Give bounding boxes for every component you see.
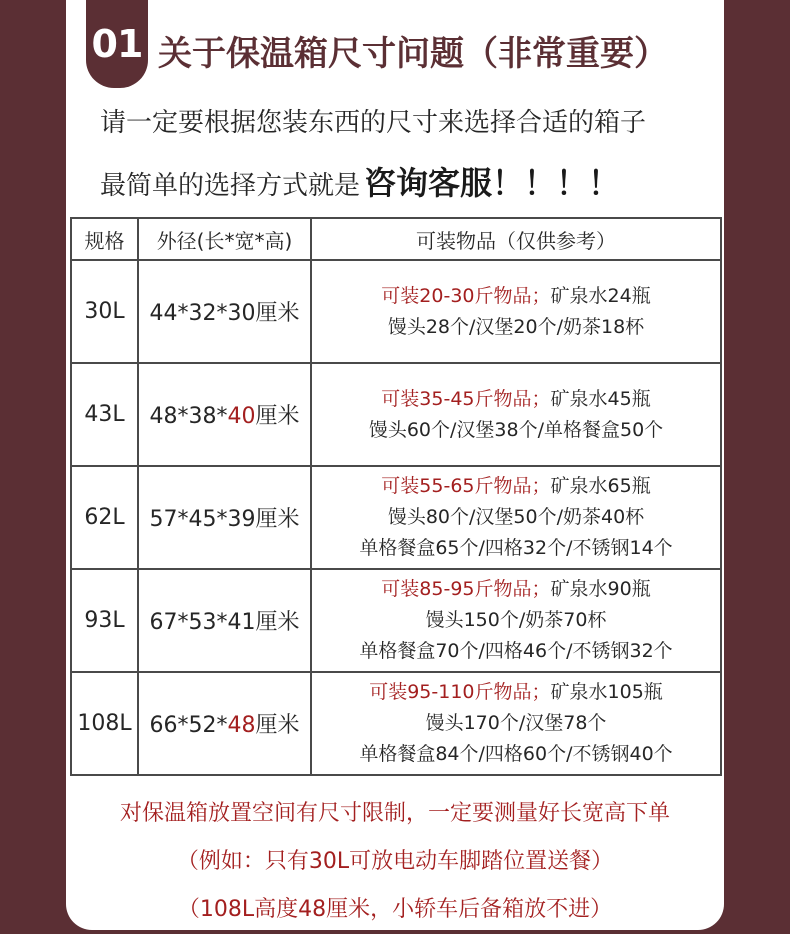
contents-line-1 <box>312 471 720 502</box>
contents-cell <box>311 672 721 775</box>
contact-support-emphasis: 咨询客服！！！！ <box>364 164 621 202</box>
water-bottle-text: 矿泉水24瓶 <box>550 284 651 307</box>
contents-line-3: 单格餐盒84个/四格60个/不锈钢40个 <box>359 743 673 765</box>
table-row <box>71 260 721 363</box>
weight-capacity-text: 可装95-110斤物品； <box>369 681 551 703</box>
capacity-cell: 30L <box>71 260 138 363</box>
table-row <box>71 672 721 775</box>
intro-line-1: 请一定要根据您装东西的尺寸来选择合适的箱子 <box>100 108 647 138</box>
size-warning-notes <box>66 790 724 934</box>
dimension-highlight: 40 <box>227 404 256 429</box>
dimension-cell <box>138 672 311 775</box>
water-bottle-text: 矿泉水90瓶 <box>550 578 651 600</box>
water-bottle-text: 矿泉水45瓶 <box>550 387 651 410</box>
dimension-value: 66*52* <box>149 713 228 738</box>
dimension-unit: 厘米 <box>255 301 300 326</box>
contents-line-2: 馒头150个/奶茶70杯 <box>425 609 607 631</box>
header-contents: 可装物品（仅供参考） <box>311 218 721 260</box>
contents-cell <box>311 363 721 466</box>
contents-line-2: 馒头80个/汉堡50个/奶茶40杯 <box>387 506 645 528</box>
contents-cell <box>311 569 721 672</box>
contents-line-2: 馒头60个/汉堡38个/单格餐盒50个 <box>368 418 664 441</box>
dimension-unit: 厘米 <box>255 610 300 635</box>
section-number: 01 <box>91 22 143 66</box>
intro-line-2 <box>100 158 620 204</box>
capacity-cell: 62L <box>71 466 138 569</box>
dimension-cell <box>138 466 311 569</box>
contents-line-3: 单格餐盒70个/四格46个/不锈钢32个 <box>359 640 673 662</box>
dimension-value: 44*32*30 <box>149 301 256 326</box>
contents-line-2: 馒头170个/汉堡78个 <box>425 712 607 734</box>
dimension-cell <box>138 363 311 466</box>
contents-cell <box>311 260 721 363</box>
water-bottle-text: 矿泉水105瓶 <box>550 681 663 703</box>
intro-line-2-prefix: 最简单的选择方式就是 <box>100 171 361 201</box>
water-bottle-text: 矿泉水65瓶 <box>550 475 651 497</box>
capacity-cell: 43L <box>71 363 138 466</box>
capacity-cell: 108L <box>71 672 138 775</box>
table-row <box>71 363 721 466</box>
table-row <box>71 466 721 569</box>
contents-line-1 <box>312 281 720 312</box>
table-header-row <box>71 218 721 260</box>
contents-line-3: 单格餐盒65个/四格32个/不锈钢14个 <box>359 537 673 559</box>
dimension-value: 48*38* <box>149 404 228 429</box>
capacity-cell: 93L <box>71 569 138 672</box>
contents-line-1 <box>312 574 720 605</box>
dimension-unit: 厘米 <box>255 404 300 429</box>
dimension-unit: 厘米 <box>255 713 300 738</box>
dimension-value: 67*53*41 <box>149 610 256 635</box>
weight-capacity-text: 可装55-65斤物品； <box>381 475 551 497</box>
contents-line-1 <box>312 384 720 415</box>
note-line: （108L高度48厘米，小轿车后备箱放不进） <box>177 897 613 922</box>
contents-line-1 <box>312 677 720 708</box>
note-line: 对保温箱放置空间有尺寸限制，一定要测量好长宽高下单 <box>119 801 670 826</box>
dimension-highlight: 48 <box>227 713 256 738</box>
weight-capacity-text: 可装35-45斤物品； <box>381 387 551 410</box>
dimension-value: 57*45*39 <box>149 507 256 532</box>
header-capacity: 规格 <box>71 218 138 260</box>
contents-line-2: 馒头28个/汉堡20个/奶茶18杯 <box>387 315 645 338</box>
table-row <box>71 569 721 672</box>
header-dimensions: 外径(长*宽*高) <box>138 218 311 260</box>
contents-cell <box>311 466 721 569</box>
section-number-badge <box>86 0 148 88</box>
note-line: （例如：只有30L可放电动车脚踏位置送餐） <box>176 849 614 874</box>
weight-capacity-text: 可装85-95斤物品； <box>381 578 551 600</box>
dimension-unit: 厘米 <box>255 507 300 532</box>
dimension-cell <box>138 260 311 363</box>
weight-capacity-text: 可装20-30斤物品； <box>381 284 551 307</box>
dimension-cell <box>138 569 311 672</box>
size-spec-table <box>70 217 722 776</box>
section-title: 关于保温箱尺寸问题（非常重要） <box>158 34 668 74</box>
